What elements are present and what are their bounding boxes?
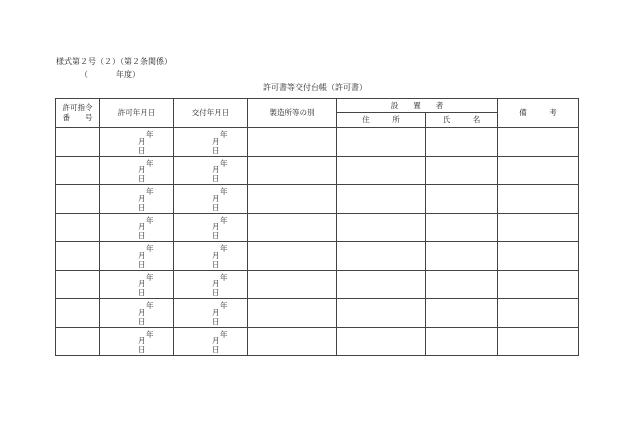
date-month-unit: 月 <box>212 307 220 317</box>
fiscal-year-line <box>80 70 140 80</box>
date-day-unit: 日 <box>138 202 146 212</box>
cell-permit-number[interactable] <box>56 270 100 299</box>
cell-factory-type[interactable] <box>248 242 337 271</box>
date-month-unit: 月 <box>212 136 220 146</box>
table-row <box>56 156 579 185</box>
date-month-unit: 月 <box>138 193 146 203</box>
date-month-unit: 月 <box>212 279 220 288</box>
date-month-day <box>212 222 247 240</box>
cell-permit-number[interactable] <box>56 242 100 271</box>
header-installer-name: 氏 名 <box>426 113 498 128</box>
date-year-unit: 年 <box>146 301 154 310</box>
header-permit-number-line1: 許可指令 <box>62 103 93 112</box>
date-month-day <box>212 251 247 269</box>
date-year-unit: 年 <box>220 130 228 139</box>
ledger-title: 許可書等交付台帳（許可書） <box>263 83 367 92</box>
cell-permit-number[interactable] <box>56 299 100 328</box>
cell-issue-date[interactable] <box>174 299 248 328</box>
date-day-unit: 日 <box>212 345 220 354</box>
cell-remarks[interactable] <box>498 213 579 242</box>
cell-permit-date[interactable] <box>100 128 174 157</box>
cell-installer-name[interactable] <box>426 185 498 214</box>
cell-installer-name[interactable] <box>426 242 498 271</box>
cell-factory-type[interactable] <box>248 270 337 299</box>
cell-permit-date[interactable] <box>100 270 174 299</box>
cell-remarks[interactable] <box>498 270 579 299</box>
date-month-day <box>212 279 247 297</box>
date-month-day <box>138 137 173 155</box>
date-month-unit: 月 <box>138 222 146 231</box>
date-day-unit: 日 <box>212 231 220 240</box>
cell-issue-date[interactable] <box>174 242 248 271</box>
cell-permit-number[interactable] <box>56 156 100 185</box>
date-month-day <box>212 336 247 354</box>
cell-factory-type[interactable] <box>248 156 337 185</box>
header-permit-number-line2: 番 号 <box>62 113 93 122</box>
date-month-day <box>138 308 173 326</box>
cell-installer-name[interactable] <box>426 128 498 157</box>
cell-permit-date[interactable] <box>100 299 174 328</box>
date-day-unit: 日 <box>138 288 146 297</box>
cell-installer-name[interactable] <box>426 299 498 328</box>
date-month-unit: 月 <box>212 165 220 174</box>
form-number: 様式第２号（２）（第２条関係） <box>56 57 172 66</box>
header-factory-type: 製造所等の別 <box>248 99 337 128</box>
date-year-unit: 年 <box>220 244 228 253</box>
date-month-unit: 月 <box>138 336 146 345</box>
date-month-unit: 月 <box>212 222 220 231</box>
date-month-day <box>138 336 173 354</box>
cell-installer-address[interactable] <box>337 299 426 328</box>
header-issue-date: 交付年月日 <box>174 99 248 128</box>
date-month-day <box>138 222 173 240</box>
cell-permit-number[interactable] <box>56 128 100 157</box>
header-permit-number <box>56 99 100 128</box>
cell-remarks[interactable] <box>498 156 579 185</box>
cell-installer-address[interactable] <box>337 156 426 185</box>
date-month-unit: 月 <box>138 307 146 317</box>
cell-installer-address[interactable] <box>337 242 426 271</box>
cell-issue-date[interactable] <box>174 327 248 356</box>
date-year-unit: 年 <box>220 272 228 282</box>
cell-factory-type[interactable] <box>248 128 337 157</box>
date-day-unit: 日 <box>138 345 146 354</box>
date-day-unit: 日 <box>138 174 146 183</box>
date-day-unit: 日 <box>138 259 146 269</box>
table-row <box>56 327 579 356</box>
cell-issue-date[interactable] <box>174 156 248 185</box>
date-day-unit: 日 <box>212 316 220 326</box>
cell-factory-type[interactable] <box>248 213 337 242</box>
table-row <box>56 299 579 328</box>
date-month-unit: 月 <box>138 136 146 146</box>
date-month-unit: 月 <box>138 250 146 260</box>
cell-issue-date[interactable] <box>174 128 248 157</box>
date-year-unit: 年 <box>220 158 228 168</box>
cell-installer-address[interactable] <box>337 128 426 157</box>
ledger-body <box>56 128 579 356</box>
date-month-day <box>138 194 173 212</box>
date-month-day <box>212 137 247 155</box>
cell-issue-date[interactable] <box>174 213 248 242</box>
cell-permit-date[interactable] <box>100 327 174 356</box>
date-month-day <box>212 308 247 326</box>
cell-installer-address[interactable] <box>337 270 426 299</box>
cell-installer-name[interactable] <box>426 327 498 356</box>
date-year-unit: 年 <box>220 187 228 196</box>
cell-permit-date[interactable] <box>100 242 174 271</box>
cell-factory-type[interactable] <box>248 185 337 214</box>
date-month-unit: 月 <box>138 165 146 174</box>
fiscal-year-open: （ <box>80 70 88 79</box>
date-day-unit: 日 <box>212 145 220 155</box>
date-day-unit: 日 <box>212 202 220 212</box>
cell-remarks[interactable] <box>498 299 579 328</box>
date-year-unit: 年 <box>146 244 154 253</box>
date-month-unit: 月 <box>138 279 146 288</box>
cell-factory-type[interactable] <box>248 327 337 356</box>
date-year-unit: 年 <box>220 329 228 339</box>
cell-installer-name[interactable] <box>426 156 498 185</box>
cell-permit-number[interactable] <box>56 213 100 242</box>
date-month-unit: 月 <box>212 193 220 203</box>
date-day-unit: 日 <box>138 316 146 326</box>
date-year-unit: 年 <box>146 215 154 225</box>
date-day-unit: 日 <box>212 174 220 183</box>
cell-permit-date[interactable] <box>100 185 174 214</box>
cell-permit-date[interactable] <box>100 156 174 185</box>
header-installer: 設 置 者 <box>337 99 498 113</box>
cell-remarks[interactable] <box>498 128 579 157</box>
date-year-unit: 年 <box>220 301 228 310</box>
table-row <box>56 185 579 214</box>
header-remarks: 備 考 <box>498 99 579 128</box>
date-day-unit: 日 <box>212 259 220 269</box>
date-year-unit: 年 <box>146 187 154 196</box>
ledger-table <box>55 98 579 356</box>
header-installer-address: 住 所 <box>337 113 426 128</box>
date-month-day <box>138 251 173 269</box>
cell-remarks[interactable] <box>498 327 579 356</box>
cell-remarks[interactable] <box>498 242 579 271</box>
table-row <box>56 242 579 271</box>
cell-installer-address[interactable] <box>337 327 426 356</box>
cell-permit-date[interactable] <box>100 213 174 242</box>
header-permit-date: 許可年月日 <box>100 99 174 128</box>
date-year-unit: 年 <box>146 329 154 339</box>
date-year-unit: 年 <box>146 272 154 282</box>
cell-permit-number[interactable] <box>56 327 100 356</box>
cell-installer-address[interactable] <box>337 213 426 242</box>
cell-remarks[interactable] <box>498 185 579 214</box>
date-day-unit: 日 <box>138 145 146 155</box>
date-month-day <box>138 279 173 297</box>
table-row <box>56 128 579 157</box>
date-month-unit: 月 <box>212 250 220 260</box>
date-day-unit: 日 <box>212 288 220 297</box>
table-row <box>56 270 579 299</box>
date-year-unit: 年 <box>146 130 154 139</box>
cell-permit-number[interactable] <box>56 185 100 214</box>
cell-factory-type[interactable] <box>248 299 337 328</box>
date-year-unit: 年 <box>146 158 154 168</box>
date-year-unit: 年 <box>220 215 228 225</box>
cell-issue-date[interactable] <box>174 270 248 299</box>
cell-installer-name[interactable] <box>426 270 498 299</box>
date-month-day <box>138 165 173 183</box>
date-month-day <box>212 194 247 212</box>
date-month-day <box>212 165 247 183</box>
cell-installer-name[interactable] <box>426 213 498 242</box>
date-day-unit: 日 <box>138 231 146 240</box>
cell-installer-address[interactable] <box>337 185 426 214</box>
fiscal-year-label: 年度） <box>116 70 140 79</box>
cell-issue-date[interactable] <box>174 185 248 214</box>
table-row <box>56 213 579 242</box>
date-month-unit: 月 <box>212 336 220 345</box>
